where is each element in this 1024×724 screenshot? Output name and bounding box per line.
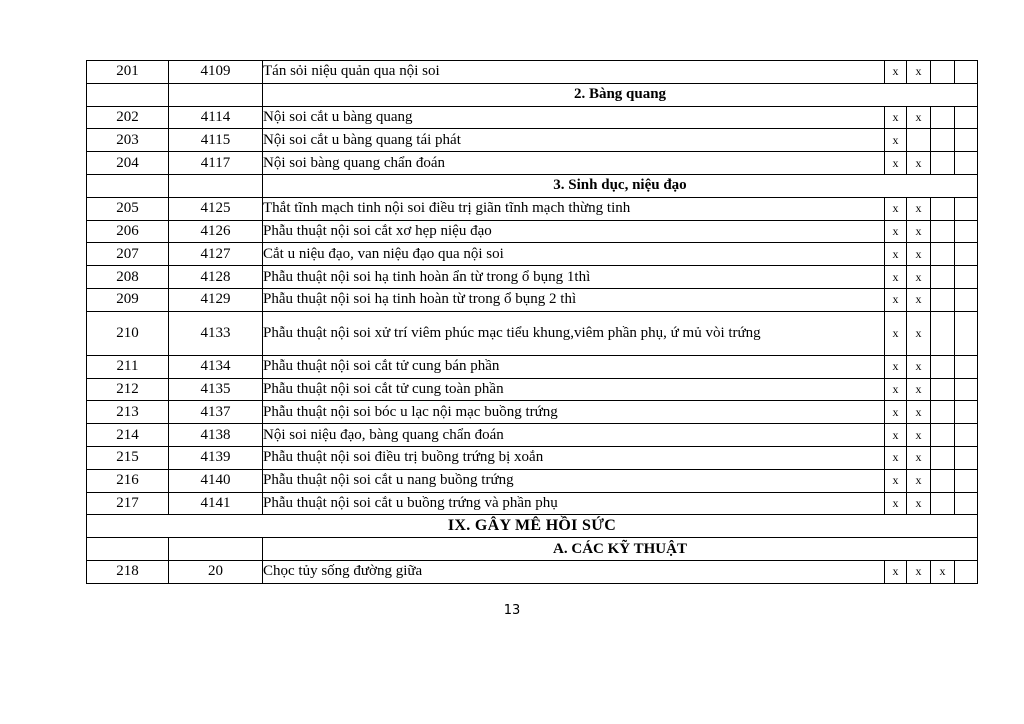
- empty-cell: [169, 83, 263, 106]
- procedure-name-cell: Phẫu thuật nội soi hạ tinh hoàn từ trong ổ bụng 2 thì: [263, 288, 885, 311]
- level-mark-cell: [955, 560, 978, 583]
- page-number: 13: [503, 603, 521, 618]
- procedure-name-cell: Phẫu thuật nội soi bóc u lạc nội mạc buồng trứng: [263, 401, 885, 424]
- level-mark-cell: x: [885, 152, 907, 175]
- level-mark-cell: x: [885, 197, 907, 220]
- level-mark-cell: x: [885, 311, 907, 355]
- level-mark-cell: [931, 355, 955, 378]
- level-mark-cell: x: [907, 560, 931, 583]
- empty-cell: [87, 538, 169, 561]
- level-mark-cell: x: [907, 220, 931, 243]
- row-number-cell: 213: [87, 401, 169, 424]
- row-number-cell: 209: [87, 288, 169, 311]
- row-number-cell: 208: [87, 266, 169, 289]
- level-mark-cell: [955, 106, 978, 129]
- empty-cell: [87, 83, 169, 106]
- procedure-code-cell: 4125: [169, 197, 263, 220]
- level-mark-cell: x: [907, 355, 931, 378]
- table-row: [87, 129, 978, 152]
- row-number-cell: 203: [87, 129, 169, 152]
- level-mark-cell: [931, 469, 955, 492]
- level-mark-cell: [955, 469, 978, 492]
- procedure-code-cell: 4133: [169, 311, 263, 355]
- level-mark-cell: x: [907, 469, 931, 492]
- level-mark-cell: [931, 492, 955, 515]
- procedure-code-cell: 4137: [169, 401, 263, 424]
- chapter-title: IX. GÂY MÊ HỒI SỨC: [87, 515, 978, 538]
- level-mark-cell: [955, 197, 978, 220]
- empty-cell: [169, 538, 263, 561]
- level-mark-cell: [955, 220, 978, 243]
- table-row: [87, 220, 978, 243]
- table-row: [87, 469, 978, 492]
- procedure-name-cell: Phẫu thuật nội soi cắt xơ hẹp niệu đạo: [263, 220, 885, 243]
- section-header-row: [87, 174, 978, 197]
- procedure-table-body: [87, 61, 978, 584]
- level-mark-cell: x: [907, 266, 931, 289]
- procedure-code-cell: 4115: [169, 129, 263, 152]
- level-mark-cell: [931, 152, 955, 175]
- chapter-header-row: [87, 515, 978, 538]
- level-mark-cell: x: [885, 355, 907, 378]
- level-mark-cell: [955, 311, 978, 355]
- level-mark-cell: x: [907, 311, 931, 355]
- table-row: [87, 152, 978, 175]
- procedure-name-cell: Phẫu thuật nội soi cắt u buồng trứng và phần phụ: [263, 492, 885, 515]
- level-mark-cell: x: [907, 106, 931, 129]
- procedure-name-cell: Phẫu thuật nội soi hạ tinh hoàn ẩn từ trong ổ bụng 1thì: [263, 266, 885, 289]
- level-mark-cell: x: [907, 288, 931, 311]
- procedure-code-cell: 4139: [169, 446, 263, 469]
- procedure-name-cell: Nội soi niệu đạo, bàng quang chẩn đoán: [263, 424, 885, 447]
- procedure-name-cell: Nội soi cắt u bàng quang: [263, 106, 885, 129]
- level-mark-cell: [955, 61, 978, 84]
- level-mark-cell: [931, 243, 955, 266]
- row-number-cell: 217: [87, 492, 169, 515]
- row-number-cell: 207: [87, 243, 169, 266]
- table-row: [87, 355, 978, 378]
- section-title: 3. Sinh dục, niệu đạo: [263, 174, 978, 197]
- level-mark-cell: [955, 129, 978, 152]
- level-mark-cell: x: [885, 560, 907, 583]
- row-number-cell: 202: [87, 106, 169, 129]
- level-mark-cell: x: [907, 152, 931, 175]
- row-number-cell: 201: [87, 61, 169, 84]
- procedure-name-cell: Cắt u niệu đạo, van niệu đạo qua nội soi: [263, 243, 885, 266]
- row-number-cell: 211: [87, 355, 169, 378]
- procedure-code-cell: 4134: [169, 355, 263, 378]
- level-mark-cell: x: [885, 243, 907, 266]
- level-mark-cell: [907, 129, 931, 152]
- level-mark-cell: x: [907, 61, 931, 84]
- level-mark-cell: x: [907, 243, 931, 266]
- table-row: [87, 106, 978, 129]
- level-mark-cell: [955, 446, 978, 469]
- level-mark-cell: [931, 378, 955, 401]
- procedure-code-cell: 4135: [169, 378, 263, 401]
- procedure-name-cell: Phẫu thuật nội soi xử trí viêm phúc mạc tiểu khung,viêm phần phụ, ứ mủ vòi trứng: [263, 311, 885, 355]
- table-row: [87, 401, 978, 424]
- procedure-code-cell: 4138: [169, 424, 263, 447]
- level-mark-cell: x: [931, 560, 955, 583]
- row-number-cell: 206: [87, 220, 169, 243]
- procedure-code-cell: 20: [169, 560, 263, 583]
- section-header-row: [87, 83, 978, 106]
- level-mark-cell: [931, 401, 955, 424]
- level-mark-cell: [931, 288, 955, 311]
- table-row: [87, 266, 978, 289]
- level-mark-cell: x: [907, 401, 931, 424]
- empty-cell: [87, 174, 169, 197]
- level-mark-cell: x: [885, 492, 907, 515]
- row-number-cell: 212: [87, 378, 169, 401]
- procedure-code-cell: 4128: [169, 266, 263, 289]
- row-number-cell: 205: [87, 197, 169, 220]
- table-row: [87, 424, 978, 447]
- level-mark-cell: x: [885, 220, 907, 243]
- section-title: A. CÁC KỸ THUẬT: [263, 538, 978, 561]
- empty-cell: [169, 174, 263, 197]
- row-number-cell: 214: [87, 424, 169, 447]
- level-mark-cell: [955, 243, 978, 266]
- procedure-code-cell: 4140: [169, 469, 263, 492]
- procedure-code-cell: 4126: [169, 220, 263, 243]
- row-number-cell: 210: [87, 311, 169, 355]
- level-mark-cell: [931, 446, 955, 469]
- procedure-name-cell: Nội soi cắt u bàng quang tái phát: [263, 129, 885, 152]
- section-header-row: [87, 538, 978, 561]
- level-mark-cell: x: [885, 266, 907, 289]
- procedure-name-cell: Chọc tủy sống đường giữa: [263, 560, 885, 583]
- table-row: [87, 560, 978, 583]
- level-mark-cell: x: [907, 378, 931, 401]
- table-row: [87, 492, 978, 515]
- row-number-cell: 204: [87, 152, 169, 175]
- procedure-name-cell: Phẫu thuật nội soi điều trị buồng trứng bị xoắn: [263, 446, 885, 469]
- procedure-code-cell: 4109: [169, 61, 263, 84]
- procedure-table: [86, 60, 978, 584]
- level-mark-cell: [931, 129, 955, 152]
- procedure-name-cell: Nội soi bàng quang chẩn đoán: [263, 152, 885, 175]
- procedure-name-cell: Phẫu thuật nội soi cắt tử cung toàn phần: [263, 378, 885, 401]
- table-row: [87, 197, 978, 220]
- level-mark-cell: x: [907, 492, 931, 515]
- level-mark-cell: x: [885, 424, 907, 447]
- level-mark-cell: x: [885, 378, 907, 401]
- level-mark-cell: [931, 424, 955, 447]
- table-row: [87, 446, 978, 469]
- table-row: [87, 378, 978, 401]
- row-number-cell: 218: [87, 560, 169, 583]
- procedure-code-cell: 4114: [169, 106, 263, 129]
- level-mark-cell: x: [885, 61, 907, 84]
- procedure-name-cell: Phẫu thuật nội soi cắt tử cung bán phần: [263, 355, 885, 378]
- procedure-code-cell: 4117: [169, 152, 263, 175]
- level-mark-cell: [931, 61, 955, 84]
- procedure-name-cell: Thắt tĩnh mạch tinh nội soi điều trị giãn tĩnh mạch thừng tinh: [263, 197, 885, 220]
- level-mark-cell: [931, 266, 955, 289]
- level-mark-cell: [955, 152, 978, 175]
- procedure-code-cell: 4127: [169, 243, 263, 266]
- level-mark-cell: x: [907, 424, 931, 447]
- level-mark-cell: x: [885, 129, 907, 152]
- procedure-code-cell: 4129: [169, 288, 263, 311]
- level-mark-cell: x: [885, 288, 907, 311]
- procedure-code-cell: 4141: [169, 492, 263, 515]
- section-title: 2. Bàng quang: [263, 83, 978, 106]
- level-mark-cell: [931, 197, 955, 220]
- table-row: [87, 311, 978, 355]
- level-mark-cell: [931, 311, 955, 355]
- level-mark-cell: x: [885, 469, 907, 492]
- table-row: [87, 243, 978, 266]
- level-mark-cell: [955, 424, 978, 447]
- table-row: [87, 288, 978, 311]
- level-mark-cell: x: [885, 401, 907, 424]
- level-mark-cell: [955, 401, 978, 424]
- level-mark-cell: [955, 355, 978, 378]
- procedure-name-cell: Tán sỏi niệu quản qua nội soi: [263, 61, 885, 84]
- row-number-cell: 216: [87, 469, 169, 492]
- level-mark-cell: x: [907, 446, 931, 469]
- procedure-name-cell: Phẫu thuật nội soi cắt u nang buồng trứng: [263, 469, 885, 492]
- table-row: [87, 61, 978, 84]
- level-mark-cell: [931, 220, 955, 243]
- level-mark-cell: [931, 106, 955, 129]
- row-number-cell: 215: [87, 446, 169, 469]
- level-mark-cell: [955, 288, 978, 311]
- level-mark-cell: [955, 492, 978, 515]
- level-mark-cell: [955, 378, 978, 401]
- level-mark-cell: [955, 266, 978, 289]
- level-mark-cell: x: [885, 446, 907, 469]
- level-mark-cell: x: [907, 197, 931, 220]
- level-mark-cell: x: [885, 106, 907, 129]
